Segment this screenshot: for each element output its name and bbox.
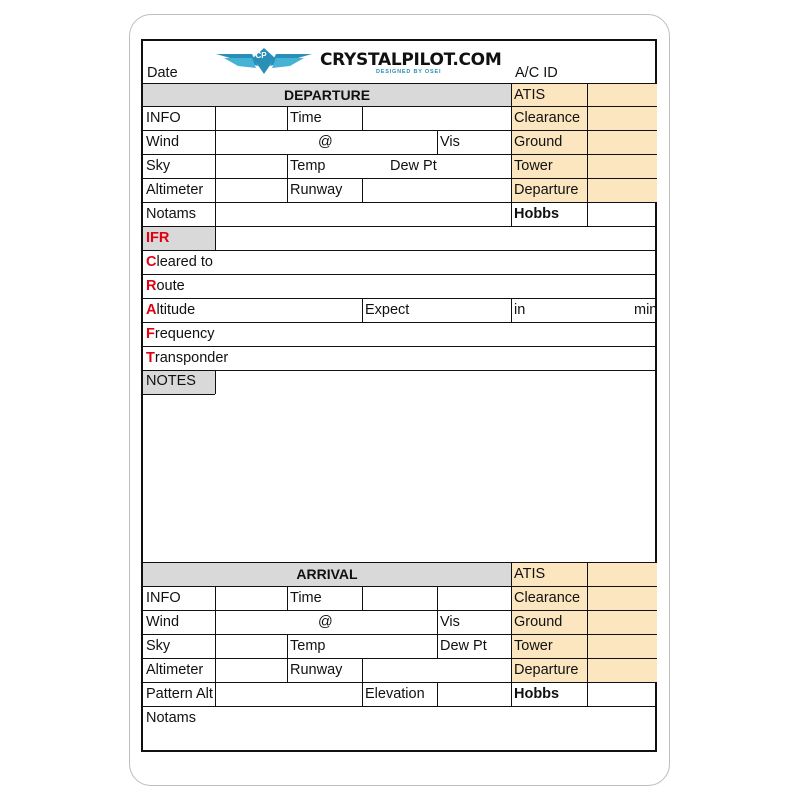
dep-freq-ground-field[interactable] bbox=[587, 130, 657, 154]
dep-hobbs-label: Hobbs bbox=[514, 206, 560, 222]
dep-sky-label: Sky bbox=[146, 158, 171, 174]
dep-runway-field[interactable] bbox=[362, 178, 511, 202]
arr-pattern-alt-label: Pattern Alt bbox=[146, 686, 213, 702]
dep-dewpt-label: Dew Pt bbox=[390, 158, 437, 174]
dep-wind-at-label: @ bbox=[318, 134, 333, 150]
arr-sky-label: Sky bbox=[146, 638, 171, 654]
route-label: oute bbox=[156, 278, 185, 294]
craft-ifr-header: IFR bbox=[143, 226, 215, 250]
arrival-header: ARRIVAL bbox=[143, 562, 511, 586]
arr-freq-ground-field[interactable] bbox=[587, 610, 657, 634]
arr-freq-tower-label: Tower bbox=[511, 634, 587, 658]
arr-hobbs-field[interactable] bbox=[587, 682, 657, 706]
cleared-letter: C bbox=[146, 254, 157, 270]
arr-freq-atis-field[interactable] bbox=[587, 562, 657, 586]
dep-notams-field[interactable] bbox=[215, 202, 511, 226]
dep-freq-atis-field[interactable] bbox=[587, 83, 657, 106]
dep-freq-clearance-label: Clearance bbox=[511, 106, 587, 130]
arr-info-field[interactable] bbox=[215, 586, 287, 610]
arr-info-label: INFO bbox=[146, 590, 181, 606]
dep-notams-label: Notams bbox=[146, 206, 196, 222]
arr-runway-field[interactable] bbox=[362, 658, 511, 682]
craft-altitude[interactable] bbox=[143, 298, 362, 322]
transponder-label: ransponder bbox=[154, 350, 229, 366]
notes-header: NOTES bbox=[143, 370, 215, 394]
dep-freq-tower-label: Tower bbox=[511, 154, 587, 178]
dep-info-label: INFO bbox=[146, 110, 181, 126]
craft-route[interactable] bbox=[143, 274, 657, 298]
dep-hobbs-field[interactable] bbox=[587, 202, 657, 226]
arr-freq-ground-label: Ground bbox=[511, 610, 587, 634]
craft-ifr-field[interactable] bbox=[215, 226, 657, 250]
arr-elevation-field[interactable] bbox=[437, 682, 511, 706]
dep-freq-ground-label: Ground bbox=[511, 130, 587, 154]
altitude-letter: A bbox=[146, 302, 157, 318]
dep-freq-atis-label: ATIS bbox=[511, 83, 587, 106]
arr-altimeter-label: Altimeter bbox=[146, 662, 204, 678]
dep-altimeter-label: Altimeter bbox=[146, 182, 204, 198]
brand-subtitle: DESIGNED BY OSEI bbox=[376, 69, 442, 75]
craft-cleared-to[interactable] bbox=[143, 250, 657, 274]
craft-in-label: in bbox=[514, 302, 526, 318]
arr-runway-label: Runway bbox=[290, 662, 343, 678]
arr-freq-departure-field[interactable] bbox=[587, 658, 657, 682]
arr-elevation-label: Elevation bbox=[365, 686, 425, 702]
acid-label: A/C ID bbox=[515, 65, 558, 81]
arr-altimeter-field[interactable] bbox=[215, 658, 287, 682]
arr-wind-label: Wind bbox=[146, 614, 180, 630]
arr-freq-atis-label: ATIS bbox=[511, 562, 587, 586]
arr-freq-clearance-label: Clearance bbox=[511, 586, 587, 610]
dep-vis-label: Vis bbox=[440, 134, 460, 150]
dep-runway-label: Runway bbox=[290, 182, 343, 198]
route-letter: R bbox=[146, 278, 157, 294]
frequency-letter: F bbox=[146, 326, 155, 342]
notes-area[interactable] bbox=[143, 394, 657, 561]
altitude-label: ltitude bbox=[156, 302, 196, 318]
frequency-label: requency bbox=[154, 326, 215, 342]
flight-log-sheet bbox=[141, 39, 657, 752]
arr-sky-field[interactable] bbox=[215, 634, 287, 658]
arr-vis-label: Vis bbox=[440, 614, 460, 630]
dep-info-field[interactable] bbox=[215, 106, 287, 130]
dep-freq-departure-label: Departure bbox=[511, 178, 587, 202]
dep-wind-label: Wind bbox=[146, 134, 180, 150]
dep-temp-label: Temp bbox=[290, 158, 326, 174]
arr-wind-at-label: @ bbox=[318, 614, 333, 630]
transponder-letter: T bbox=[146, 350, 155, 366]
arr-freq-departure-label: Departure bbox=[511, 658, 587, 682]
arr-notams-label: Notams bbox=[146, 710, 196, 726]
arr-dewpt-label: Dew Pt bbox=[440, 638, 487, 654]
logo-badge: CP bbox=[255, 51, 267, 60]
departure-header: DEPARTURE bbox=[143, 83, 511, 106]
brand-name: CRYSTALPILOT.COM bbox=[320, 50, 502, 70]
arr-temp-label: Temp bbox=[290, 638, 326, 654]
craft-expect-label: Expect bbox=[365, 302, 410, 318]
date-label: Date bbox=[147, 65, 178, 81]
dep-time-field[interactable] bbox=[362, 106, 511, 130]
dep-freq-clearance-field[interactable] bbox=[587, 106, 657, 130]
arr-freq-tower-field[interactable] bbox=[587, 634, 657, 658]
dep-altimeter-field[interactable] bbox=[215, 178, 287, 202]
dep-time-label: Time bbox=[290, 110, 322, 126]
arr-time-label: Time bbox=[290, 590, 322, 606]
cleared-label: leared to bbox=[156, 254, 213, 270]
arr-hobbs-label: Hobbs bbox=[514, 686, 560, 702]
craft-transponder[interactable] bbox=[143, 346, 657, 370]
arr-time-field-2[interactable] bbox=[437, 586, 511, 610]
arr-pattern-alt-field[interactable] bbox=[215, 682, 362, 706]
dep-freq-tower-field[interactable] bbox=[587, 154, 657, 178]
dep-sky-field[interactable] bbox=[215, 154, 287, 178]
arr-freq-clearance-field[interactable] bbox=[587, 586, 657, 610]
craft-frequency[interactable] bbox=[143, 322, 657, 346]
arr-time-field[interactable] bbox=[362, 586, 437, 610]
craft-min-label: min bbox=[634, 302, 658, 318]
dep-freq-departure-field[interactable] bbox=[587, 178, 657, 202]
